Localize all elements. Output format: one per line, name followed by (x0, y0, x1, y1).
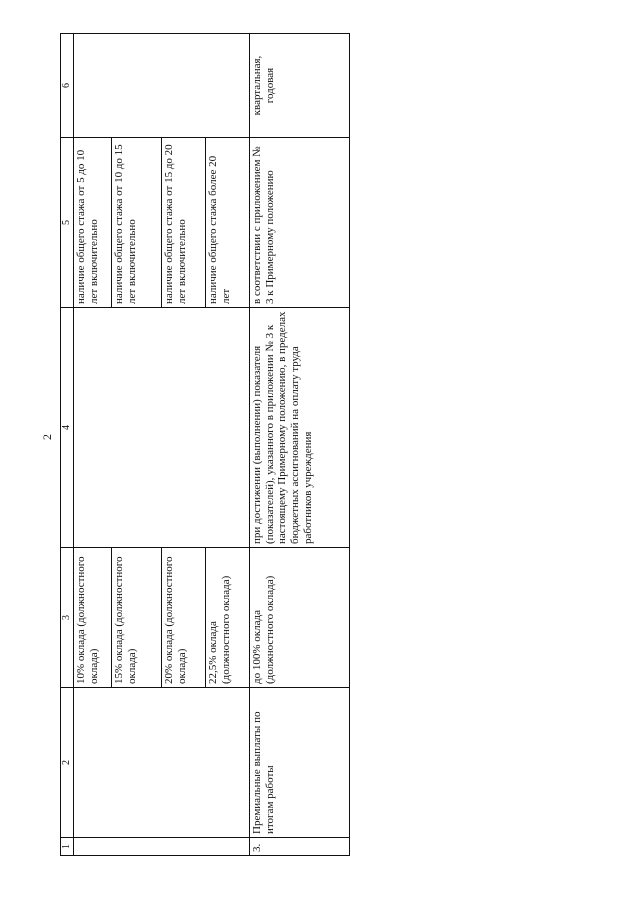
item-name: Премиальные выплаты по итогам работы (250, 688, 350, 838)
header-cell-2: 2 (61, 688, 74, 838)
payments-table (60, 33, 350, 856)
amount-cell: 22,5% оклада (должностного оклада) (206, 548, 250, 688)
table-row (74, 34, 112, 856)
item-amount: до 100% оклада (должностного оклада) (250, 548, 350, 688)
page-number: 2 (40, 434, 54, 440)
item-number: 3. (250, 838, 350, 856)
item-condition: при достижении (выполнении) показателя (показателей), указанного в приложении № 3 к настоящему Примерному положению, в пределах бюджетных ассигнований на оплату труда работников учреждения (250, 308, 350, 548)
header-cell-3: 3 (61, 548, 74, 688)
criteria-cell: наличие общего стажа от 15 до 20 лет включительно (162, 138, 206, 308)
rotated-table-wrapper (60, 34, 350, 856)
empty-cell-condition (74, 308, 250, 548)
header-cell-4: 4 (61, 308, 74, 548)
header-cell-6: 6 (61, 34, 74, 138)
empty-cell-period (74, 34, 250, 138)
criteria-cell: наличие общего стажа от 10 до 15 лет включительно (112, 138, 162, 308)
amount-cell: 15% оклада (должностного оклада) (112, 548, 162, 688)
table-row-item-3 (250, 34, 350, 856)
header-cell-5: 5 (61, 138, 74, 308)
empty-cell-name (74, 688, 250, 838)
item-period: квартальная, годовая (250, 34, 350, 138)
header-row (61, 34, 74, 856)
empty-cell-num (74, 838, 250, 856)
amount-cell: 20% оклада (должностного оклада) (162, 548, 206, 688)
criteria-cell: наличие общего стажа более 20 лет (206, 138, 250, 308)
item-criteria: в соответствии с приложением № 3 к Примерному положению (250, 138, 350, 308)
amount-cell: 10% оклада (должностного оклада) (74, 548, 112, 688)
header-cell-1: 1 (61, 838, 74, 856)
criteria-cell: наличие общего стажа от 5 до 10 лет включительно (74, 138, 112, 308)
